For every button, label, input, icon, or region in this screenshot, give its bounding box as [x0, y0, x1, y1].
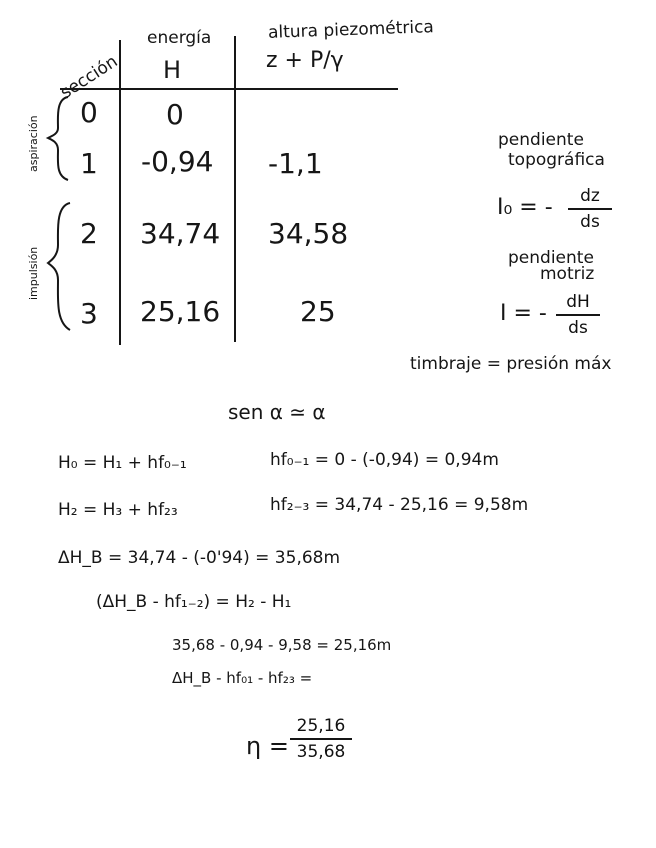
- motriz-bar: [556, 314, 600, 316]
- header-energy-symbol: H: [163, 56, 182, 84]
- eq-paren: (ΔH_B - hf₁₋₂) = H₂ - H₁: [96, 592, 292, 612]
- topo-fraction: [568, 186, 612, 232]
- motriz-den: ds: [568, 318, 588, 338]
- cell-section-0: 0: [80, 96, 98, 129]
- cell-piezo-1: -1,1: [268, 147, 323, 180]
- topo-lhs: I₀ = -: [497, 195, 553, 220]
- eq-h0: H₀ = H₁ + hf₀₋₁: [58, 453, 187, 473]
- topo-title-2: topográfica: [508, 150, 605, 170]
- cell-section-3: 3: [80, 297, 98, 330]
- topo-den: ds: [580, 212, 600, 232]
- cell-h-2: 34,74: [140, 217, 221, 250]
- eta-den: 35,68: [296, 742, 346, 762]
- eq-calc: 35,68 - 0,94 - 9,58 = 25,16m: [172, 636, 392, 654]
- aspiration-brace: [48, 97, 68, 180]
- motriz-num: dH: [566, 292, 590, 312]
- motriz-title-1: pendiente: [508, 248, 594, 268]
- header-piezo-formula: z + P/γ: [266, 48, 344, 73]
- eq-hf23: hf₂₋₃ = 34,74 - 25,16 = 9,58m: [270, 495, 529, 515]
- header-section: sección: [56, 51, 122, 104]
- header-energy: energía: [147, 28, 212, 48]
- motriz-lhs: I = -: [500, 301, 547, 326]
- timbraje-note: timbraje = presión máx: [410, 354, 612, 374]
- eta-lhs: η =: [246, 732, 289, 760]
- eq-delta-hb: ΔH_B = 34,74 - (-0'94) = 35,68m: [58, 548, 341, 568]
- eq-delta-expr: ΔH_B - hf₀₁ - hf₂₃ =: [172, 669, 313, 687]
- cell-section-1: 1: [80, 147, 98, 180]
- sen-approx: sen α ≃ α: [228, 400, 326, 424]
- group-impulsion: impulsión: [27, 246, 40, 300]
- group-aspiration: aspiración: [27, 115, 40, 172]
- topo-num: dz: [580, 186, 600, 206]
- topo-title-1: pendiente: [498, 130, 584, 150]
- eq-h2: H₂ = H₃ + hf₂₃: [58, 500, 178, 520]
- eta-fraction: [290, 716, 352, 762]
- eta-bar: [290, 738, 352, 740]
- cell-section-2: 2: [80, 217, 98, 250]
- cell-piezo-3: 25: [300, 295, 336, 328]
- cell-piezo-2: 34,58: [268, 217, 349, 250]
- impulsion-brace: [48, 203, 70, 330]
- cell-h-3: 25,16: [140, 295, 221, 328]
- header-piezo: altura piezométrica: [267, 17, 435, 43]
- cell-h-1: -0,94: [141, 145, 214, 178]
- eta-num: 25,16: [296, 716, 346, 736]
- cell-h-0: 0: [166, 98, 184, 131]
- topo-bar: [568, 208, 612, 210]
- motriz-fraction: [556, 292, 600, 338]
- eq-hf01: hf₀₋₁ = 0 - (-0,94) = 0,94m: [270, 450, 499, 470]
- motriz-title-2: motriz: [540, 264, 595, 284]
